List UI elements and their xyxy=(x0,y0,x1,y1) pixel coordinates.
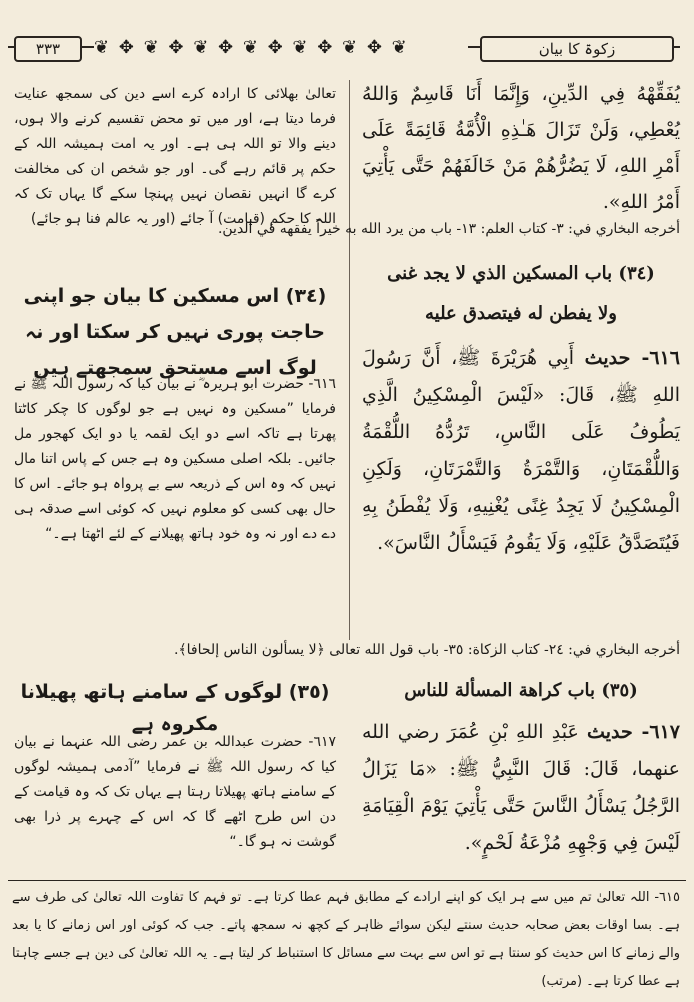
chapter-35-arabic-title: (٣٥) باب كراهة المسألة للناس xyxy=(404,680,638,701)
hadith-617-text: عَبْدِ اللهِ بْنِ عُمَرَ رضي الله عنهما، قَالَ: قَالَ النَّبِيُّ ﷺ: «مَا يَزَالُ الرَّجُلُ يَسْأَلُ النَّاسَ حَتَّى يَأْتِيَ يَوْمَ الْقِيَامَةِ لَيْسَ فِي وَجْهِهِ مُزْعَةُ لَحْمٍ». xyxy=(362,721,680,854)
footnote: ٦١٥- اللہ تعالیٰ تم میں سے ہر ایک کو اپنے ارادے کے مطابق فہم عطا کرتا ہے۔ تو فہم کا تفاوت اللہ تعالیٰ کی طرف سے ہے۔ بسا اوقات بعض صحابہ حدیث سنتے لیکن سوائے ظاہر کے کچھ نہ سمجھ پاتے۔ جب کہ کوئی اور اس زمانے کا یا بعد والے زمانے کا اس حدیث کو سنتا ہے تو اس سے بہت سے مسائل کا استنباط کر لیتا ہے۔ یہ اللہ تعالیٰ کی دین ہے جسے چاہتا ہے عطا کرتا ہے۔ (مرتب) xyxy=(12,890,680,989)
footnote-rule xyxy=(8,880,686,881)
hadith-617-number: ٦١٧- حديث xyxy=(587,721,680,743)
chapter-title: زکوۃ کا بیان xyxy=(480,36,674,62)
reference-615: أخرجه البخاري في: ٣- كتاب العلم: ١٣- باب من يرد الله به خيراً يفقهه في الدين. xyxy=(217,221,680,237)
hadith-615-arabic-end: يُفَقِّهْهُ فِي الدِّينِ، وَإِنَّمَا أَنَا قَاسِمٌ وَاللهُ يُعْطِي، وَلَنْ تَزَالَ هَـٰذِهِ الْأُمَّةُ قَائِمَةً عَلَى أَمْرِ اللهِ، لَا يَضُرُّهُمْ مَنْ خَالَفَهُمْ حَتَّى يَأْتِيَ أَمْرُ اللهِ». xyxy=(362,83,680,213)
reference-616: أخرجه البخاري في: ٢٤- كتاب الزكاة: ٣٥- باب قول الله تعالى ﴿لا يسألون الناس إلحافا﴾. xyxy=(174,642,680,658)
header-ornament: ❦ ✥ ❦ ✥ ❦ ✥ ❦ ✥ ❦ ✥ ❦ ✥ ❦ xyxy=(94,34,468,60)
hadith-616-text: أَبِي هُرَيْرَةَ ﷺ، أَنَّ رَسُولَ اللهِ ﷺ، قَالَ: «لَيْسَ الْمِسْكِينُ الَّذِي يَطُوفُ عَلَى النَّاسِ، تَرُدُّهُ اللُّقْمَةُ وَاللُّقْمَتَانِ، وَالتَّمْرَةُ وَالتَّمْرَتَانِ، وَلَكِنِ الْمِسْكِينُ لَا يَجِدُ غِنًى يُغْنِيهِ، وَلَا يُفْطَنُ بِهِ فَيُتَصَدَّقُ عَلَيْهِ، وَلَا يَقُومُ فَيَسْأَلُ النَّاسَ». xyxy=(362,347,680,554)
column-divider xyxy=(349,80,350,640)
chapter-34-arabic-title: (٣٤) باب المسكين الذي لا يجد غنى ولا يفطن له فيتصدق عليه xyxy=(387,263,655,324)
chapter-34-urdu-title: (٣٤) اس مسکین کا بیان جو اپنی حاجت پوری نہیں کر سکتا اور نہ لوگ اسے مستحق سمجھتے ہیں xyxy=(23,285,327,379)
page-header xyxy=(8,30,680,64)
hadith-617-arabic xyxy=(362,714,680,862)
translation-615-end: تعالیٰ بھلائی کا ارادہ کرے اسے دین کی سمجھ عنایت فرما دیتا ہے، اور میں تو محض تقسیم کرنے والا ہوں، دینے والا تو اللہ ہی ہے۔ اور یہ امت ہمیشہ اللہ کے حکم پر قائم رہے گی۔ اور جو شخص ان کی مخالفت کرے گا انہیں نقصان نہیں پہنچا سکے گا یہاں تک کہ اللہ کا حکم (قیامت) آ جائے (اور یہ عالم فنا ہو جائے) xyxy=(14,86,336,227)
translation-617: ٦١٧- حضرت عبداللہ بن عمر رضی اللہ عنہما نے بیان کیا کہ رسول اللہ ﷺ نے فرمایا ”آدمی ہمیشہ لوگوں کے سامنے ہاتھ پھیلاتا رہتا ہے یہاں تک کہ وہ قیامت کے دن اس طرح اٹھے گا کہ اس کے چہرے پر ذرا بھی گوشت نہ ہو گا۔“ xyxy=(14,734,336,850)
hadith-616-number: ٦١٦- حديث xyxy=(584,347,680,369)
chapter-35-urdu-title: (٣٥) لوگوں کے سامنے ہاتھ پھیلانا مکروہ ہے xyxy=(20,681,330,735)
hadith-616-arabic xyxy=(362,340,680,562)
page-number: ٣٣٣ xyxy=(14,36,82,62)
translation-616: ٦١٦- حضرت ابو ہریرہ ؓ نے بیان کیا کہ رسول اللہ ﷺ نے فرمایا ”مسکین وہ نہیں ہے جو لوگوں کا چکر کاٹتا پھرتا ہے تاکہ اسے دو ایک لقمہ یا دو ایک کھجور مل جائیں۔ بلکہ اصلی مسکین وہ ہے جس کے پاس اتنا مال نہیں کہ وہ اس کے ذریعہ سے بے پرواہ ہو جائے۔ اس کا حال بھی کسی کو معلوم نہیں کہ کوئی اسے صدقہ ہی دے دے اور نہ وہ خود ہاتھ پھیلانے کے لئے اٹھتا ہے۔“ xyxy=(14,376,336,542)
